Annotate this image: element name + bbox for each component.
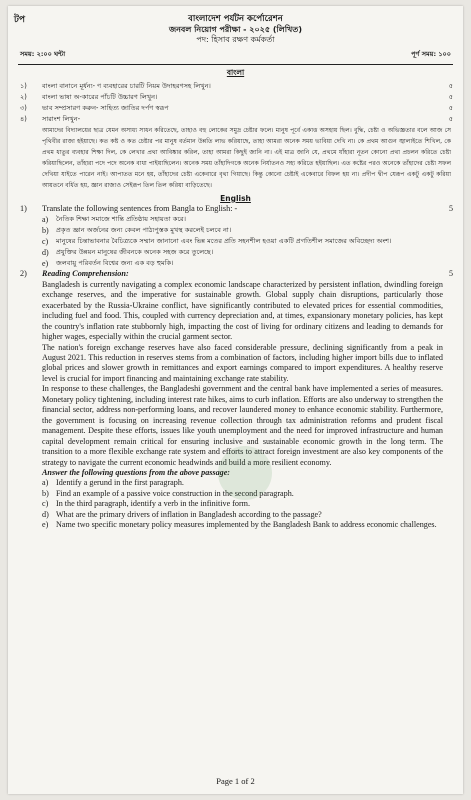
translation-item: e) জলবায়ু পরিবর্তন বিশ্বের জন্য এক বড় হুমকি। bbox=[42, 259, 174, 269]
organization-name: বাংলাদেশ পর্যটন কর্পোরেশন bbox=[188, 14, 283, 24]
comprehension-item: c) In the third paragraph, identify a verb in the infinitive form. bbox=[42, 499, 251, 509]
page-number: Page 1 of 2 bbox=[216, 776, 255, 786]
english-section-title: English bbox=[220, 193, 251, 203]
passage-paragraph: Bangladesh is currently navigating a complex economic landscape characterized by persistent inflation, dwindling foreign exchange reserves, and the imperative for sustainable growth. Global supply chain disruptions, particularly those exacerbated by the Russia-Ukraine conflict, have significantly contributed to elevated prices for essential commodities, including fuel and food. This, coupled with currency depreciation and, at times, expansionary monetary policies, has kept the country's inflation rate stubbornly high, impacting the cost of living for ordinary citizens and leading to demands for higher wages, especially within the crucial garment sector. bbox=[42, 279, 443, 342]
bangla-question: ৩) ভাব সম্প্রসারণ করুন- সাহিত্য জাতির দর্পণ স্বরূপ ৫ bbox=[20, 103, 453, 112]
bangla-question: ১) বাংলা বানানে মূর্ধন্য- ণ ব্যবহারের চারটি নিয়ম উদাহরণসহ লিখুন। ৫ bbox=[20, 81, 453, 90]
comprehension-item: e) Name two specific monetary policy measures implemented by the Bangladesh Bank to address economic challenges. bbox=[42, 520, 437, 530]
full-marks: পূর্ণ সময়: ১০০ bbox=[411, 49, 451, 58]
comprehension-item: a) Identify a gerund in the first paragraph. bbox=[42, 478, 184, 488]
watermark-seal bbox=[218, 446, 272, 500]
post-name: পদ: হিসাব রক্ষণ কর্মকর্তা bbox=[196, 34, 275, 44]
exam-title: জনবল নিয়োগ পরীক্ষা - ২০২৫ (লিখিত) bbox=[169, 24, 302, 34]
translation-item: b) প্রকৃত জ্ঞান অর্জনের জন্য কেবল পাঠ্যপুস্তক মুখস্থ করলেই চলবে না। bbox=[42, 226, 232, 236]
translation-item: d) প্রযুক্তির উন্নয়ন মানুষের জীবনকে অনেক সহজ করে তুলেছে। bbox=[42, 248, 214, 258]
comprehension-item: d) What are the primary drivers of inflation in Bangladesh according to the passage? bbox=[42, 509, 322, 519]
translation-item: a) নৈতিক শিক্ষা সমাজে শান্তি প্রতিষ্ঠায় সহায়তা করে। bbox=[42, 215, 186, 225]
passage-instruction: Answer the following questions from the above passage: bbox=[42, 467, 231, 477]
header-divider bbox=[18, 64, 453, 65]
bangla-question: ৪) সারাংশ লিখুন- ৫ bbox=[20, 114, 453, 123]
translation-item: c) মানুষের চিন্তাভাবনার বৈচিত্র্যকে সম্মান জানানো এবং ভিন্ন মতের প্রতি সহনশীল হওয়া একটি প্রগতিশীল সমাজের অবিচ্ছেদ্য অংশ। bbox=[42, 237, 392, 247]
paper-header bbox=[8, 14, 463, 45]
bangla-question: ২) বাংলা ভাষা অ-কারের পাঁচটি উচ্চারণ লিখুন। ৫ bbox=[20, 92, 453, 101]
comprehension-item: b) Find an example of a passive voice construction in the second paragraph. bbox=[42, 488, 294, 498]
exam-paper bbox=[8, 6, 463, 794]
passage-paragraph: In response to these challenges, the Bangladeshi government and the central bank have implemented a series of measures. Monetary policy tightening, including interest rate hikes, aims to curb inflation. Efforts are also underway to strengthen the financial sector, address non-performing loans, and recover laundered money to enhance economic stability. Furthermore, the government is focusing on increasing revenue collection through tax administration reforms and prudent fiscal management. Despite these efforts, issues like youth unemployment and the need for improved infrastructure and human capital development remain critical for ensuring inclusive and sustainable economic growth in the long term. The transition to a more flexible exchange rate system and efforts to attract foreign investment are also key components of the strategy to navigate the current economic headwinds and build a more resilient economy. bbox=[42, 384, 443, 467]
passage-paragraph: The nation's foreign exchange reserves have also faced considerable pressure, declining significantly from a peak in August 2021. This reduction in reserves stems from a combination of factors, including higher import bills due to inflated global prices and slower growth in remittances and export earnings compared to import expenditures. A healthy reserve level is crucial for import financing and maintaining exchange rate stability. bbox=[42, 342, 443, 383]
exam-time: সময়: ২:০০ ঘন্টা bbox=[20, 49, 66, 58]
english-question-2: 2) Reading Comprehension: 5 bbox=[20, 269, 453, 279]
corner-mark: টপ bbox=[14, 15, 26, 25]
bangla-summary-passage: আমাদের বিদ্যালয়ের ছাত্র যেমন অসাধ্য সাধন করিতেছে, তাহাও বহু লোকের সমুদ্র চেষ্টার ফলে। মানুষ পূর্বে একাত্ত অসহায় ছিল। বুদ্ধি, চেষ্টা ও অভিজ্ঞতার বলে আজ সে পৃথিবীর রাজা হইয়াছে। কত কষ্ট ও কত চেষ্টার পর মানুষ বর্তমান উন্নতি লাভ করিয়াছে, তাহা আমরা অনেক সময় ভাবিয়া দেখি না। কে প্রথম আগুন জ্বালাইতে শিখিল, কে প্রথম ধাতুর ব্যবহার শিক্ষা দিল, কে লেখার প্রথা আবিষ্কার করিল, তাহা আমরা কিছুই জানি না। এই মাত্র জানি যে, প্রথমে যাঁহারা নূতন কোনো প্রথা প্রচলন করিতে চেষ্টা করিয়াছিলেন, তাঁহারা পদে পদে অনেক বাধা পাইয়াছিলেন। অনেক সময় তাঁহাদিগকে অনেক নির্যাতনও সহ্য করিতে হইয়াছিল। এত কষ্টের পরও অনেকে তাঁহাদের চেষ্টা সফল দেখিয়া যাইতে পারেন নাই। আপাতত মনে হয়, তাঁহাদের চেষ্টা একেবারে বৃথা গিয়াছে। কিন্তু কোনো চেষ্টাই একেবারে বিফল হয় না। প্রদীপ দ্বীপ যেরূপ একটু একটু করিয়া আয়তনে বর্ধিত হয়, জ্ঞান রাজ্যও সেইরূপ তিল তিল করিয়া বাড়িতেছে। bbox=[42, 126, 451, 189]
time-marks-row bbox=[8, 45, 463, 62]
bangla-section-title: বাংলা bbox=[226, 67, 245, 77]
english-question-1: 1) Translate the following sentences from Bangla to English: - 5 bbox=[20, 203, 453, 213]
